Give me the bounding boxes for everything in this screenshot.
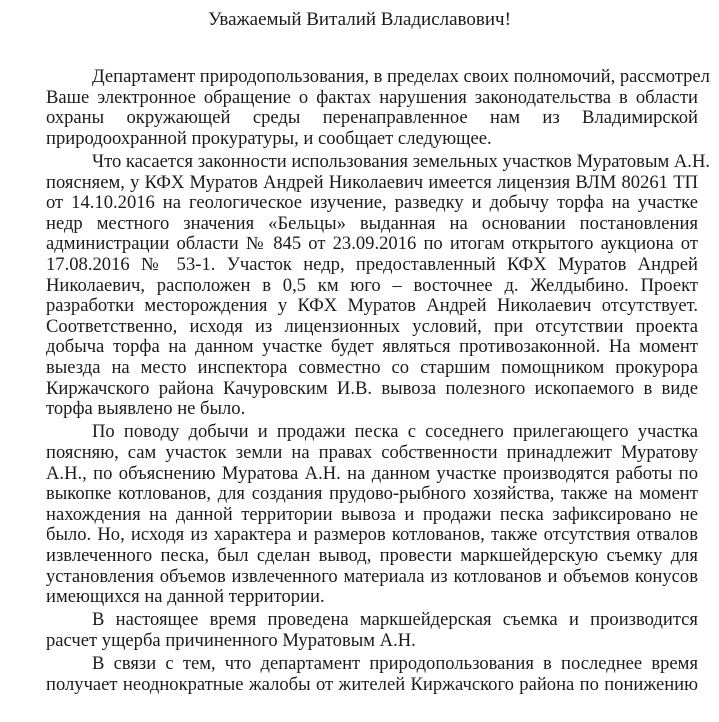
paragraph-2-line-5: администрации области № 845 от 23.09.2016 по итогам открытого аукциона от xyxy=(46,233,698,255)
paragraph-1-line-1: Департамент природопользования, в пределах своих полномочий, рассмотрел xyxy=(92,66,710,87)
paragraph-3-line-9: имеющихся на данной территории. xyxy=(46,586,325,608)
paragraph-3-line-8: установления объемов извлеченного материала из котлованов и объемов конусов xyxy=(46,565,698,587)
paragraph-1-line-2: Ваше электронное обращение о фактах нарушения законодательства в области xyxy=(46,86,698,108)
paragraph-4-line-1: В настоящее время проведена маркшейдерская съемка и производится xyxy=(92,609,698,631)
paragraph-2-line-3: от 14.10.2016 на геологическое изучение, разведку и добычу торфа на участке xyxy=(46,192,698,214)
salutation: Уважаемый Виталий Владиславович! xyxy=(208,9,511,30)
paragraph-2-line-6: 17.08.2016 № 53-1. Участок недр, предоставленный КФХ Муратов Андрей xyxy=(46,254,698,275)
paragraph-3-line-4: выкопке котлованов, для создания прудово-рыбного хозяйства, также на момент xyxy=(46,483,698,505)
paragraph-2-line-1: Что касается законности использования земельных участков Муратовым А.Н. xyxy=(92,151,711,172)
paragraph-2-line-9: Соответственно, исходя из лицензионных условий, при отсутствии проекта xyxy=(46,315,698,337)
paragraph-3-line-1: По поводу добычи и продажи песка с соседнего прилегающего участка xyxy=(92,421,698,443)
paragraph-2-line-7: Николаевич, расположен в 0,5 км юго – восточнее д. Желдыбино. Проект xyxy=(46,274,698,296)
paragraph-4-line-2: расчет ущерба причиненного Муратовым А.Н. xyxy=(46,630,416,651)
paragraph-5-line-2: получает неоднократные жалобы от жителей Киржачского района по понижению xyxy=(46,673,698,695)
paragraph-2-line-11: выезда на место инспектора совместно со старшим помощником прокурора xyxy=(46,357,698,378)
paragraph-2-line-10: добыча торфа на данном участке будет являться противозаконной. На момент xyxy=(46,336,698,358)
paragraph-5-line-1: В связи с тем, что департамент природопользования в последнее время xyxy=(92,653,698,675)
paragraph-2-line-4: недр местного значения «Бельцы» выданная на основании постановления xyxy=(46,212,698,234)
paragraph-2-line-8: разработки месторождения у КФХ Муратов Андрей Николаевич отсутствует. xyxy=(46,295,698,317)
paragraph-1-line-3: охраны окружающей среды перенаправленное нам из Владимирской xyxy=(46,107,698,129)
paragraph-2-line-12: Киржачского района Качуровским И.В. вывоза полезного ископаемого в виде xyxy=(46,377,698,399)
paragraph-3-line-3: А.Н., по объяснению Муратова А.Н. на данном участке производятся работы по xyxy=(46,462,698,484)
paragraph-3-line-5: нахождения на данной территории вывоза и продажи песка зафиксировано не xyxy=(46,503,698,525)
paragraph-2-line-13: торфа выявлено не было. xyxy=(46,398,246,420)
paragraph-1-line-4: природоохранной прокуратуры, и сообщает следующее. xyxy=(46,127,492,149)
paragraph-2-line-2: поясняем, у КФХ Муратов Андрей Николаевич имеется лицензия ВЛМ 80261 ТП xyxy=(46,171,698,193)
paragraph-3-line-2: поясняю, сам участок земли на правах собственности принадлежит Муратову xyxy=(46,442,698,463)
paragraph-3-line-7: извлеченного песка, был сделан вывод, провести маркшейдерскую съемку для xyxy=(46,545,698,566)
paragraph-3-line-6: было. Но, исходя из характера и размеров котлованов, также отсутствия отвалов xyxy=(46,524,698,546)
